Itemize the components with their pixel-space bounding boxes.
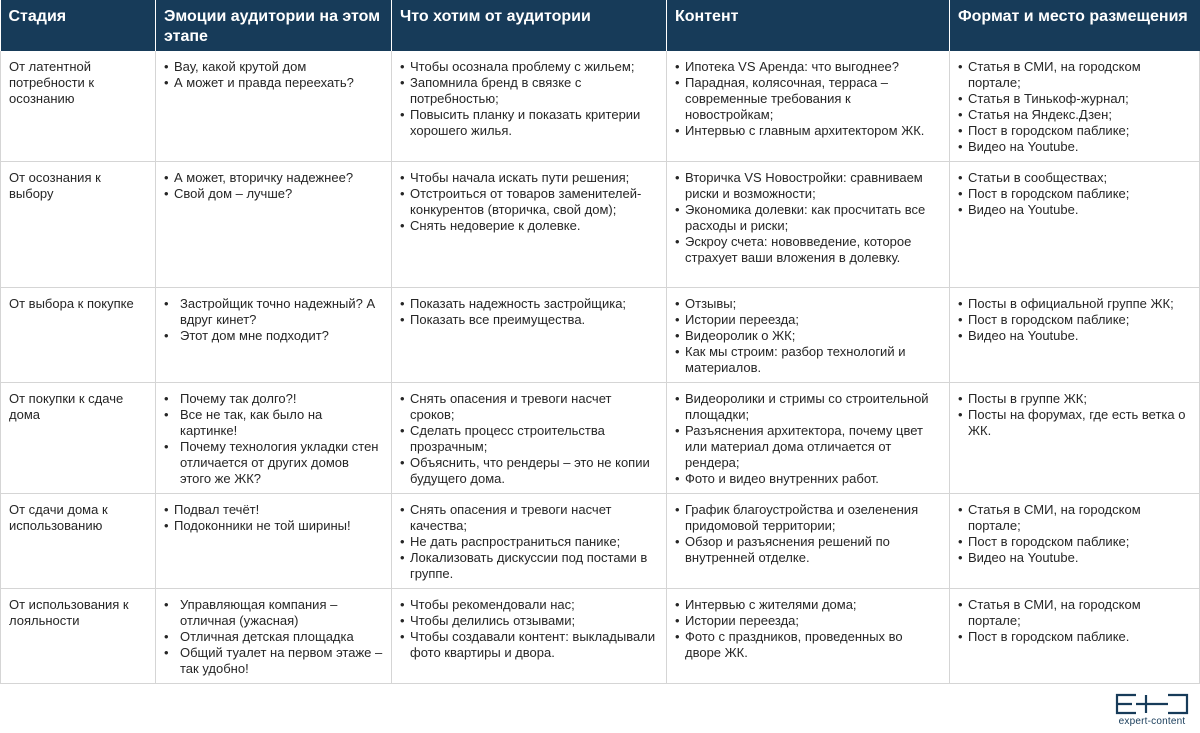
list-item: • Этот дом мне подходит? [164, 328, 383, 344]
list-item: • Видеоролики и стримы со строительной площадки; [675, 391, 941, 423]
list-item: • Пост в городском паблике; [958, 186, 1191, 202]
list-item: • Как мы строим: разбор технологий и материалов. [675, 344, 941, 376]
header-goals: Что хотим от аудитории [392, 0, 667, 51]
list-item: • Парадная, колясочная, терраса – современные требования к новостройкам; [675, 75, 941, 123]
content-cell [667, 288, 950, 383]
list-item: • Статья в Тинькоф-журнал; [958, 91, 1191, 107]
list-item: • Сделать процесс строительства прозрачным; [400, 423, 658, 455]
stage-cell: От латентной потребности к осознанию [1, 51, 156, 162]
list-item: • Отличная детская площадка [164, 629, 383, 645]
list-item: • Чтобы рекомендовали нас; [400, 597, 658, 613]
stage-cell: От осознания к выбору [1, 162, 156, 288]
list-item: • График благоустройства и озеленения придомовой территории; [675, 502, 941, 534]
list-item: • Посты в официальной группе ЖК; [958, 296, 1191, 312]
list-item: • Статья на Яндекс.Дзен; [958, 107, 1191, 123]
list-item: • Все не так, как было на картинке! [164, 407, 383, 439]
list-item: • Статья в СМИ, на городском портале; [958, 59, 1191, 91]
list-item: • Статьи в сообществах; [958, 170, 1191, 186]
list-item: • А может, вторичку надежнее? [164, 170, 383, 186]
list-item: • Видео на Youtube. [958, 550, 1191, 566]
format-cell [950, 494, 1200, 589]
list-item: • Почему технология укладки стен отличается от других домов этого же ЖК? [164, 439, 383, 487]
goals-cell [392, 589, 667, 684]
list-item: • Видео на Youtube. [958, 202, 1191, 218]
list-item: • Почему так долго?! [164, 391, 383, 407]
list-item: • Истории переезда; [675, 312, 941, 328]
list-item: • Не дать распространиться панике; [400, 534, 658, 550]
content-cell [667, 494, 950, 589]
list-item: • Пост в городском паблике; [958, 312, 1191, 328]
list-item: • Чтобы начала искать пути решения; [400, 170, 658, 186]
list-item: • Интервью с жителями дома; [675, 597, 941, 613]
list-item: • Разъяснения архитектора, почему цвет или материал дома отличается от рендера; [675, 423, 941, 471]
emotions-cell [156, 288, 392, 383]
table-row [1, 162, 1200, 288]
format-cell [950, 51, 1200, 162]
list-item: • Отзывы; [675, 296, 941, 312]
table-row [1, 589, 1200, 684]
emotions-cell [156, 51, 392, 162]
list-item: • Экономика долевки: как просчитать все расходы и риски; [675, 202, 941, 234]
content-cell [667, 589, 950, 684]
list-item: • Снять недоверие к долевке. [400, 218, 658, 234]
header-content: Контент [667, 0, 950, 51]
emotions-cell [156, 162, 392, 288]
list-item: • Повысить планку и показать критерии хорошего жилья. [400, 107, 658, 139]
list-item: • Показать надежность застройщика; [400, 296, 658, 312]
list-item: • Локализовать дискуссии под постами в группе. [400, 550, 658, 582]
list-item: • А может и правда переехать? [164, 75, 383, 91]
logo-brand-text: expert-content [1118, 716, 1186, 727]
list-item: • Чтобы создавали контент: выкладывали фото квартиры и двора. [400, 629, 658, 661]
list-item: • Видео на Youtube. [958, 139, 1191, 155]
table-row [1, 383, 1200, 494]
list-item: • Чтобы осознала проблему с жильем; [400, 59, 658, 75]
list-item: • Свой дом – лучше? [164, 186, 383, 202]
list-item: • Статья в СМИ, на городском портале; [958, 597, 1191, 629]
list-item: • Застройщик точно надежный? А вдруг кинет? [164, 296, 383, 328]
list-item: • Истории переезда; [675, 613, 941, 629]
list-item: • Фото и видео внутренних работ. [675, 471, 941, 487]
emotions-cell [156, 383, 392, 494]
table-row [1, 288, 1200, 383]
list-item: • Подоконники не той ширины! [164, 518, 383, 534]
list-item: • Вау, какой крутой дом [164, 59, 383, 75]
goals-cell [392, 494, 667, 589]
list-item: • Общий туалет на первом этаже – так удобно! [164, 645, 383, 677]
content-cell [667, 383, 950, 494]
goals-cell [392, 383, 667, 494]
list-item: • Эскроу счета: нововведение, которое страхует ваши вложения в долевку. [675, 234, 941, 266]
list-item: • Подвал течёт! [164, 502, 383, 518]
format-cell [950, 589, 1200, 684]
list-item: • Пост в городском паблике; [958, 123, 1191, 139]
emotions-cell [156, 589, 392, 684]
header-format: Формат и место размещения [950, 0, 1200, 51]
header-stage: Стадия [1, 0, 156, 51]
format-cell [950, 383, 1200, 494]
stage-cell: От покупки к сдаче дома [1, 383, 156, 494]
list-item: • Управляющая компания – отличная (ужасная) [164, 597, 383, 629]
list-item: • Посты в группе ЖК; [958, 391, 1191, 407]
list-item: • Видеоролик о ЖК; [675, 328, 941, 344]
list-item: • Запомнила бренд в связке с потребностью; [400, 75, 658, 107]
table-header-row [1, 0, 1200, 51]
list-item: • Видео на Youtube. [958, 328, 1191, 344]
list-item: • Обзор и разъяснения решений по внутренней отделке. [675, 534, 941, 566]
list-item: • Показать все преимущества. [400, 312, 658, 328]
format-cell [950, 288, 1200, 383]
header-emotions: Эмоции аудитории на этом этапе [156, 0, 392, 51]
table-row [1, 51, 1200, 162]
table-row [1, 494, 1200, 589]
list-item: • Чтобы делились отзывами; [400, 613, 658, 629]
content-cell [667, 51, 950, 162]
list-item: • Ипотека VS Аренда: что выгоднее? [675, 59, 941, 75]
stage-cell: От использования к лояльности [1, 589, 156, 684]
format-cell [950, 162, 1200, 288]
content-cell [667, 162, 950, 288]
goals-cell [392, 288, 667, 383]
expert-content-logo [1112, 693, 1192, 727]
stage-cell: От сдачи дома к использованию [1, 494, 156, 589]
list-item: • Снять опасения и тревоги насчет качества; [400, 502, 658, 534]
goals-cell [392, 162, 667, 288]
list-item: • Статья в СМИ, на городском портале; [958, 502, 1191, 534]
stage-cell: От выбора к покупке [1, 288, 156, 383]
list-item: • Пост в городском паблике. [958, 629, 1191, 645]
list-item: • Объяснить, что рендеры – это не копии будущего дома. [400, 455, 658, 487]
goals-cell [392, 51, 667, 162]
list-item: • Снять опасения и тревоги насчет сроков; [400, 391, 658, 423]
list-item: • Вторичка VS Новостройки: сравниваем риски и возможности; [675, 170, 941, 202]
list-item: • Пост в городском паблике; [958, 534, 1191, 550]
expert-content-logo-mark [1114, 693, 1190, 715]
list-item: • Фото с праздников, проведенных во дворе ЖК. [675, 629, 941, 661]
list-item: • Интервью с главным архитектором ЖК. [675, 123, 941, 139]
emotions-cell [156, 494, 392, 589]
list-item: • Отстроиться от товаров заменителей-конкурентов (вторичка, свой дом); [400, 186, 658, 218]
list-item: • Посты на форумах, где есть ветка о ЖК. [958, 407, 1191, 439]
